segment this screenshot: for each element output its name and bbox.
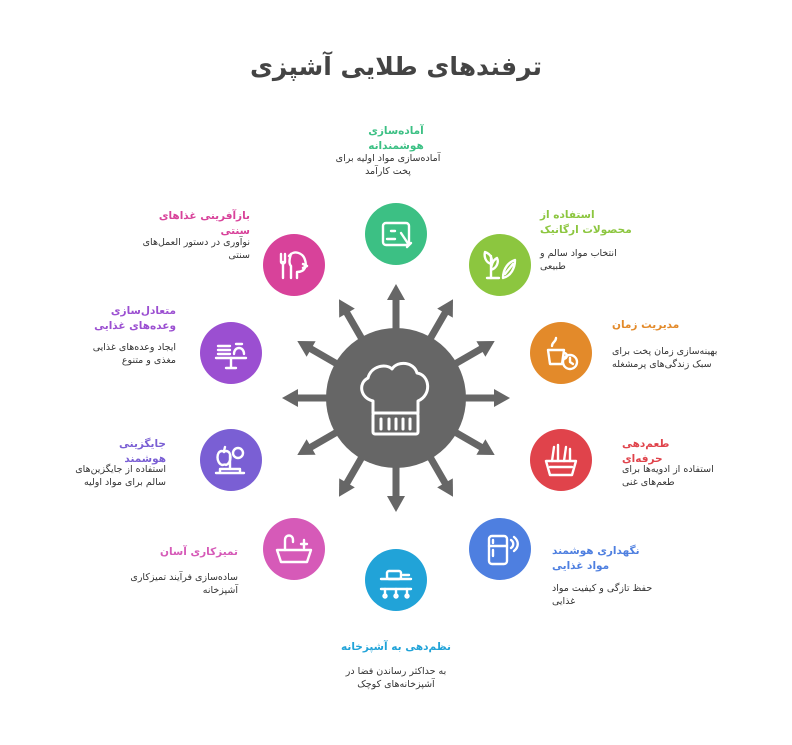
item-description: استفاده از جایگزین‌های سالم برای مواد اولیه	[75, 464, 166, 488]
node-6	[365, 549, 427, 611]
item-description: استفاده از ادویه‌ها برای طعم‌های غنی	[622, 464, 714, 488]
page-title: ترفندهای طلایی آشپزی	[249, 52, 543, 81]
node-7	[263, 518, 325, 580]
scale-apple-icon	[200, 429, 262, 491]
item-title: تمیزکاری آسان	[159, 546, 238, 558]
item-title: نگهداری هوشمند مواد غذایی	[552, 545, 640, 572]
item-description: نوآوری در دستور العمل‌های سنتی	[142, 237, 250, 261]
spice-bowl-icon	[530, 429, 592, 491]
node-1	[365, 203, 427, 265]
kitchen-shelf-icon	[365, 549, 427, 611]
plates-stand-icon	[200, 322, 262, 384]
node-8	[200, 429, 262, 491]
item-title: نظم‌دهی به آشپزخانه	[341, 641, 451, 653]
sink-icon	[263, 518, 325, 580]
cup-clock-icon	[530, 322, 592, 384]
node-4	[530, 429, 592, 491]
item-description: ساده‌سازی فرآیند تمیزکاری آشپزخانه	[130, 572, 238, 596]
item-description: ایجاد وعده‌های غذایی مغذی و متنوع	[92, 342, 176, 366]
node-2	[469, 234, 531, 296]
node-9	[200, 322, 262, 384]
item-description: حفظ تازگی و کیفیت مواد غذایی	[552, 583, 653, 607]
arrow-head	[494, 389, 510, 407]
item-description: بهینه‌سازی زمان پخت برای سبک زندگی‌های پرمشغله	[612, 346, 718, 370]
node-3	[530, 322, 592, 384]
node-5	[469, 518, 531, 580]
arrow-head	[387, 496, 405, 512]
smart-fridge-icon	[469, 518, 531, 580]
item-title: استفاده از محصولات ارگانیک	[540, 209, 632, 236]
item-description: انتخاب مواد سالم و طبیعی	[540, 248, 617, 272]
item-title: متعادل‌سازی وعده‌های غذایی	[94, 305, 176, 332]
node-10	[263, 234, 325, 296]
prep-board-icon	[365, 203, 427, 265]
center-circle	[326, 328, 466, 468]
item-description: آماده‌سازی مواد اولیه برای پخت کارآمد	[335, 153, 441, 177]
item-title: بازآفرینی غذاهای سنتی	[158, 210, 250, 237]
item-title: طعم‌دهی حرفه‌ای	[622, 438, 670, 465]
arrow-head	[387, 284, 405, 300]
item-title: جایگزینی هوشمند	[119, 438, 166, 465]
organic-leaf-icon	[469, 234, 531, 296]
item-description: به حداکثر رساندن فضا در آشپزخانه‌های کوچک	[345, 666, 447, 690]
item-title: مدیریت زمان	[612, 319, 680, 331]
item-title: آماده‌سازی هوشمندانه	[368, 125, 424, 152]
arrow-head	[282, 389, 298, 407]
head-utensils-icon	[263, 234, 325, 296]
